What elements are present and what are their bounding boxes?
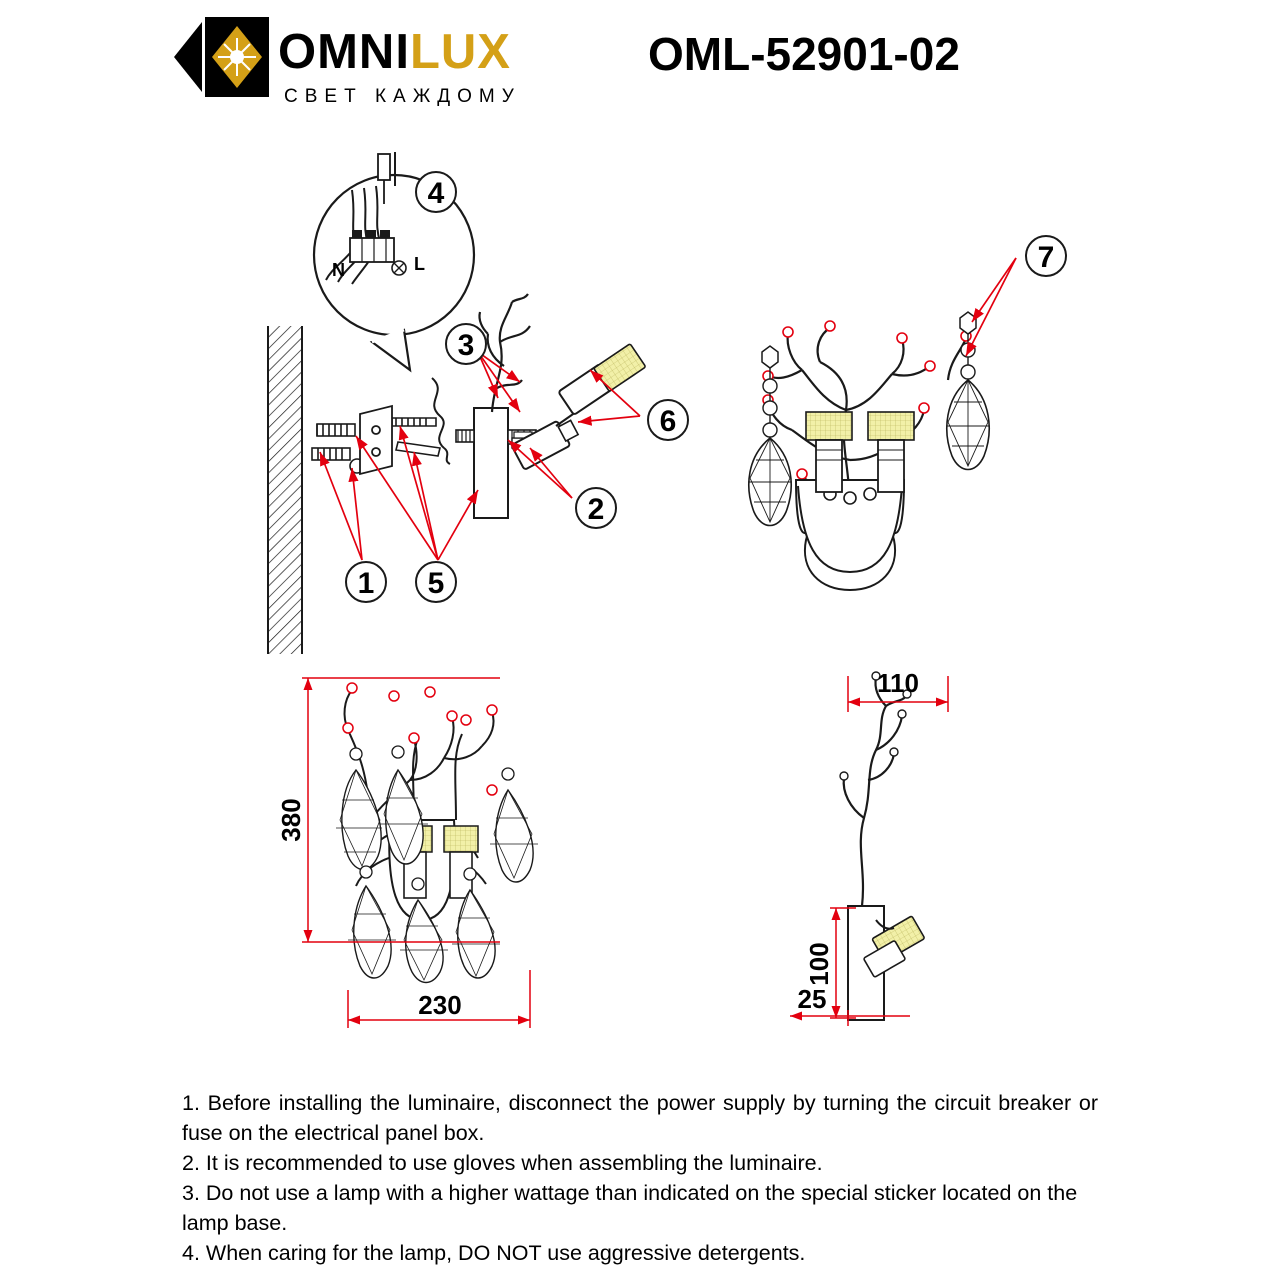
note-3: 3. Do not use a lamp with a higher wattage than indicated on the special sticker located on the lamp base. [182,1181,1078,1235]
svg-text:7: 7 [1037,241,1055,274]
dimension-width: 230 [418,990,462,1020]
wire-label-live: L [414,254,425,274]
svg-text:4: 4 [427,177,445,210]
svg-text:6: 6 [659,405,677,438]
brand-logo [172,12,592,112]
crystal-pendant-right [946,312,990,470]
callout-3 [446,324,486,364]
dimension-projection: 100 [804,942,834,986]
header [0,0,1280,130]
callout-4 [416,172,456,212]
logo-tagline: СВЕТ КАЖДОМУ [284,86,521,107]
logo-wordmark [278,24,511,80]
dimension-height: 380 [276,798,306,842]
dimension-base-offset: 25 [797,984,827,1014]
assembly-drawing [0,130,1280,1060]
svg-text:2: 2 [587,493,605,526]
note-4: 4. When caring for the lamp, DO NOT use aggressive detergents. [182,1241,806,1265]
decorative-branch [479,294,530,412]
dimension-depth: 110 [877,668,919,698]
note-2: 2. It is recommended to use gloves when assembling the luminaire. [182,1151,823,1175]
svg-text:5: 5 [427,567,445,600]
svg-text:1: 1 [357,567,375,600]
front-view-dimensions [276,678,538,1028]
supply-cable [432,378,450,464]
lamp-holder-lower [511,412,581,470]
installation-exploded-view [268,152,688,654]
callout-6 [648,400,688,440]
safety-notes [182,1088,1098,1268]
svg-text:3: 3 [457,329,475,362]
callout-1 [346,562,386,602]
lamp-holder-upper [558,344,646,415]
note-1: 1. Before installing the luminaire, disconnect the power supply by turning the circuit breaker or fuse on the electrical panel box. [182,1091,1098,1145]
callout-5 [416,562,456,602]
model-code: OML-52901-02 [648,28,960,80]
callout-7 [1026,236,1066,276]
logo-mark-icon [172,14,272,100]
callout-2 [576,488,616,528]
wire-label-neutral: N [332,260,345,280]
side-view-dimensions [790,668,948,1026]
crystal-pendant-left [748,346,792,526]
assembled-lamp-view [748,236,1066,590]
logo-word-lux: LUX [409,25,511,79]
mounting-bracket [360,406,392,474]
logo-word-omni: OMNI [278,25,410,79]
wall-section [268,326,302,654]
